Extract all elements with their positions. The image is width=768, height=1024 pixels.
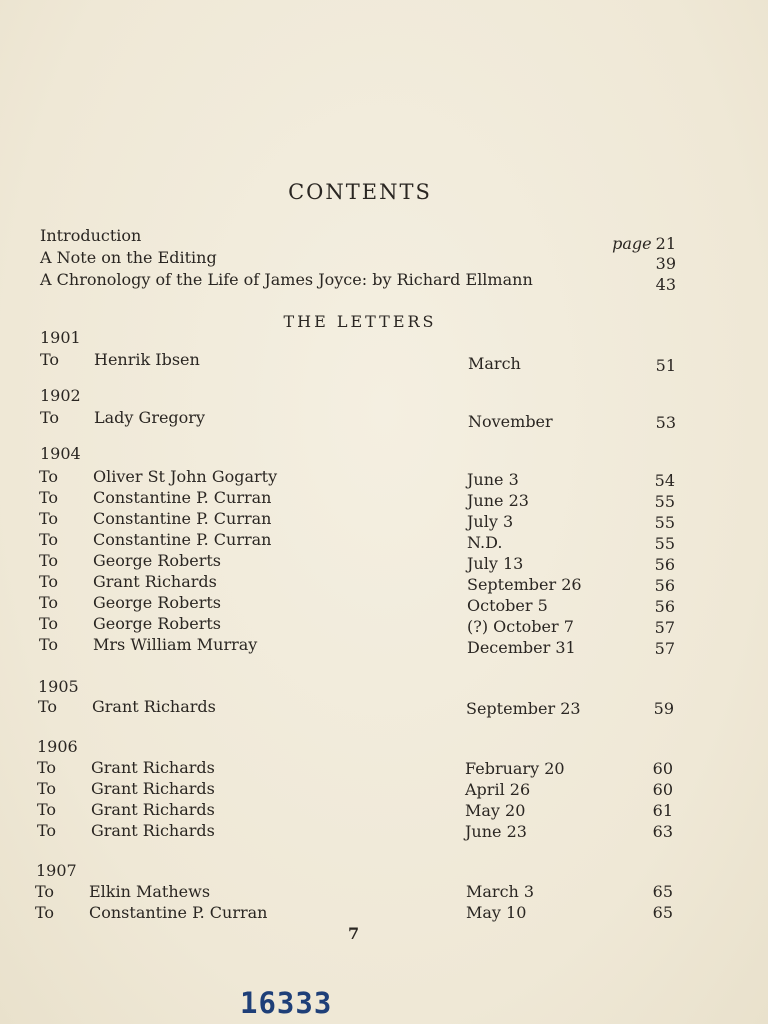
letter-entry <box>39 467 679 489</box>
entry-to: To <box>35 903 55 922</box>
letter-entry <box>35 882 675 904</box>
entry-page: 56 <box>654 597 675 616</box>
year-heading: 1906 <box>37 737 78 756</box>
letter-entry <box>37 800 677 822</box>
front-matter-title: Introduction <box>40 226 142 245</box>
entry-recipient: Grant Richards <box>92 697 216 716</box>
page-prefix: page <box>612 234 652 253</box>
entry-recipient: Constantine P. Curran <box>89 903 268 922</box>
entry-recipient: Elkin Mathews <box>89 882 211 901</box>
front-matter-item <box>40 270 676 292</box>
entry-page: 54 <box>654 471 675 490</box>
entry-to: To <box>40 350 60 369</box>
entry-date: June 3 <box>467 470 519 489</box>
entry-page: 59 <box>653 699 674 718</box>
entry-recipient: Grant Richards <box>91 779 215 798</box>
entry-page: 57 <box>654 639 675 658</box>
year-heading: 1901 <box>40 328 81 347</box>
letter-entry <box>40 408 680 430</box>
entry-to: To <box>38 697 58 716</box>
entry-recipient: Grant Richards <box>91 800 215 819</box>
entry-page: 61 <box>652 801 673 820</box>
year-heading: 1905 <box>38 677 79 696</box>
year-heading: 1904 <box>40 444 81 463</box>
entry-date: November <box>468 412 553 431</box>
entry-date: N.D. <box>467 533 503 552</box>
entry-to: To <box>39 593 59 612</box>
letter-entry <box>35 903 675 925</box>
entry-to: To <box>39 614 59 633</box>
entry-recipient: Grant Richards <box>91 821 215 840</box>
letter-entry <box>37 779 677 801</box>
letter-entry <box>39 593 679 615</box>
entry-date: March 3 <box>466 882 535 901</box>
entry-to: To <box>39 509 59 528</box>
entry-date: June 23 <box>467 491 529 510</box>
page-number: 7 <box>348 924 360 943</box>
entry-recipient: Constantine P. Curran <box>93 488 272 507</box>
entry-recipient: Mrs William Murray <box>93 635 258 654</box>
front-matter-page: 39 <box>655 254 676 273</box>
contents-heading: CONTENTS <box>288 180 432 204</box>
letter-entry <box>39 614 679 636</box>
letter-entry <box>39 572 679 594</box>
front-matter-item <box>40 248 676 273</box>
entry-recipient: Lady Gregory <box>94 408 205 427</box>
letter-entry <box>39 635 679 657</box>
entry-recipient: George Roberts <box>93 614 222 633</box>
front-matter-title: A Note on the Editing <box>40 248 217 267</box>
letter-entry <box>37 821 677 843</box>
entry-date: September 26 <box>467 575 582 594</box>
entry-to: To <box>37 779 57 798</box>
entry-date: May 20 <box>465 801 526 820</box>
entry-to: To <box>35 882 55 901</box>
year-heading: 1902 <box>40 386 81 405</box>
entry-page: 63 <box>652 822 673 841</box>
letter-entry <box>39 530 679 552</box>
entry-date: May 10 <box>466 903 527 922</box>
entry-to: To <box>37 758 57 777</box>
entry-recipient: Henrik Ibsen <box>94 350 200 369</box>
entry-page: 57 <box>654 618 675 637</box>
entry-date: (?) October 7 <box>467 617 574 636</box>
year-heading: 1907 <box>36 861 77 880</box>
front-matter-page: 21 <box>655 234 676 253</box>
entry-recipient: Grant Richards <box>93 572 217 591</box>
front-matter-title: A Chronology of the Life of James Joyce: by Richard Ellmann <box>40 270 533 289</box>
entry-page: 65 <box>652 903 673 922</box>
entry-recipient: Constantine P. Curran <box>93 509 272 528</box>
entry-date: September 23 <box>466 699 581 718</box>
entry-recipient: Oliver St John Gogarty <box>93 467 278 486</box>
entry-page: 55 <box>654 534 675 553</box>
entry-date: July 13 <box>467 554 524 573</box>
entry-to: To <box>39 530 59 549</box>
entry-date: March <box>468 354 521 373</box>
entry-page: 60 <box>652 780 673 799</box>
letter-entry <box>37 758 677 780</box>
entry-recipient: Constantine P. Curran <box>93 530 272 549</box>
entry-date: July 3 <box>467 512 514 531</box>
entry-page: 55 <box>654 513 675 532</box>
letter-entry <box>39 509 679 531</box>
entry-to: To <box>39 572 59 591</box>
entry-to: To <box>40 408 60 427</box>
entry-to: To <box>39 635 59 654</box>
entry-page: 55 <box>654 492 675 511</box>
front-matter-page: 43 <box>655 275 676 294</box>
entry-date: December 31 <box>467 638 576 657</box>
entry-recipient: George Roberts <box>93 593 222 612</box>
entry-page: 56 <box>654 555 675 574</box>
entry-recipient: Grant Richards <box>91 758 215 777</box>
entry-to: To <box>39 551 59 570</box>
letter-entry <box>38 697 678 719</box>
entry-page: 51 <box>655 356 676 375</box>
entry-page: 53 <box>655 413 676 432</box>
entry-recipient: George Roberts <box>93 551 222 570</box>
front-matter-item <box>40 226 676 253</box>
entry-to: To <box>37 821 57 840</box>
letter-entry <box>39 488 679 510</box>
entry-date: June 23 <box>465 822 527 841</box>
entry-date: October 5 <box>467 596 548 615</box>
entry-to: To <box>37 800 57 819</box>
letter-entry <box>40 350 680 375</box>
entry-page: 65 <box>652 882 673 901</box>
entry-to: To <box>39 488 59 507</box>
entry-page: 60 <box>652 759 673 778</box>
entry-to: To <box>39 467 59 486</box>
library-stamp-number: 16333 <box>240 986 333 1020</box>
entry-date: April 26 <box>465 780 531 799</box>
letters-heading: THE LETTERS <box>283 312 437 331</box>
letter-entry <box>39 551 679 573</box>
entry-page: 56 <box>654 576 675 595</box>
entry-date: February 20 <box>465 759 565 778</box>
